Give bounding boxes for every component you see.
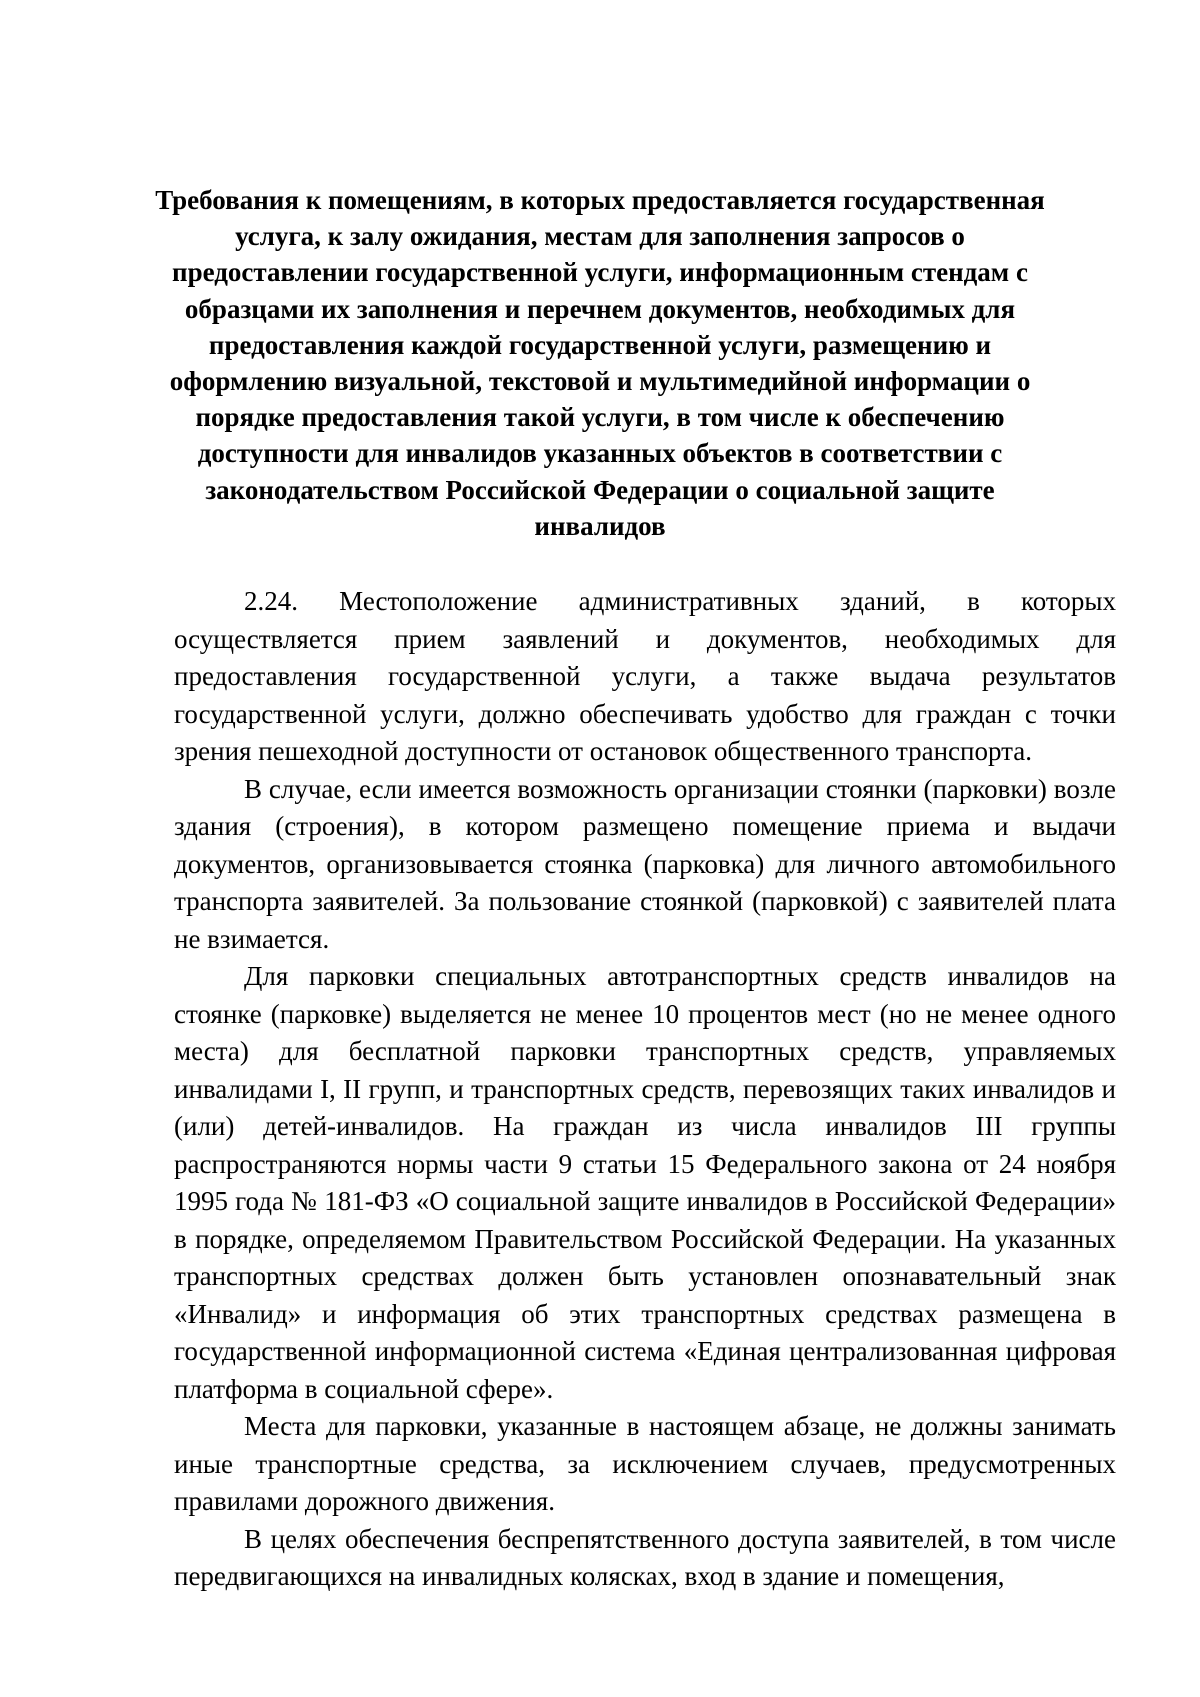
paragraph-2-24: 2.24. Местоположение административных зданий, в которых осуществляется прием заявлений и документов, необходимых для предоставления государственной услуги, а также выдача результатов государственной услуги, должно обеспечивать удобство для граждан с точки зрения пешеходной доступности от остановок общественного транспорта. [174,586,1116,766]
paragraph-parking: В случае, если имеется возможность организации стоянки (парковки) возле здания (строения), в котором размещено помещение приема и выдачи документов, организовывается стоянка (парковка) для личного автомобильного транспорта заявителей. За пользование стоянкой (парковкой) с заявителей плата не взимается. [174,773,1116,954]
body-text [174,583,1116,1596]
paragraph-parking-restriction: Места для парковки, указанные в настоящем абзаце, не должны занимать иные транспортные средства, за исключением случаев, предусмотренных правилами дорожного движения. [174,1411,1116,1516]
paragraph-access: В целях обеспечения беспрепятственного доступа заявителей, в том числе передвигающихся на инвалидных колясках, вход в здание и помещения, [174,1523,1116,1591]
paragraph-disabled-parking: Для парковки специальных автотранспортных средств инвалидов на стоянке (парковке) выделяется не менее 10 процентов мест (но не менее одного места) для бесплатной парковки транспортных средств, управляемых инвалидами I, II групп, и транспортных средств, перевозящих таких инвалидов и (или) детей-инвалидов. На граждан из числа инвалидов III группы распространяются нормы части 9 статьи 15 Федерального закона от 24 ноября 1995 года № 181-ФЗ «О социальной защите инвалидов в Российской Федерации» в порядке, определяемом Правительством Российской Федерации. На указанных транспортных средствах должен быть установлен опознавательный знак «Инвалид» и информация об этих транспортных средствах размещена в государственной информационной система «Единая централизованная цифровая платформа в социальной сфере». [174,961,1116,1404]
section-heading: Требования к помещениям, в которых предоставляется государственная услуга, к залу ожидания, местам для заполнения запросов о предоставлении государственной услуги, информационным стендам с образцами их заполнения и перечнем документов, необходимых для предоставления каждой государственной услуги, размещению и оформлению визуальной, текстовой и мультимедийной информации о порядке предоставления такой услуги, в том числе к обеспечению доступности для инвалидов указанных объектов в соответствии с законодательством Российской Федерации о социальной защите инвалидов [155,185,1045,541]
